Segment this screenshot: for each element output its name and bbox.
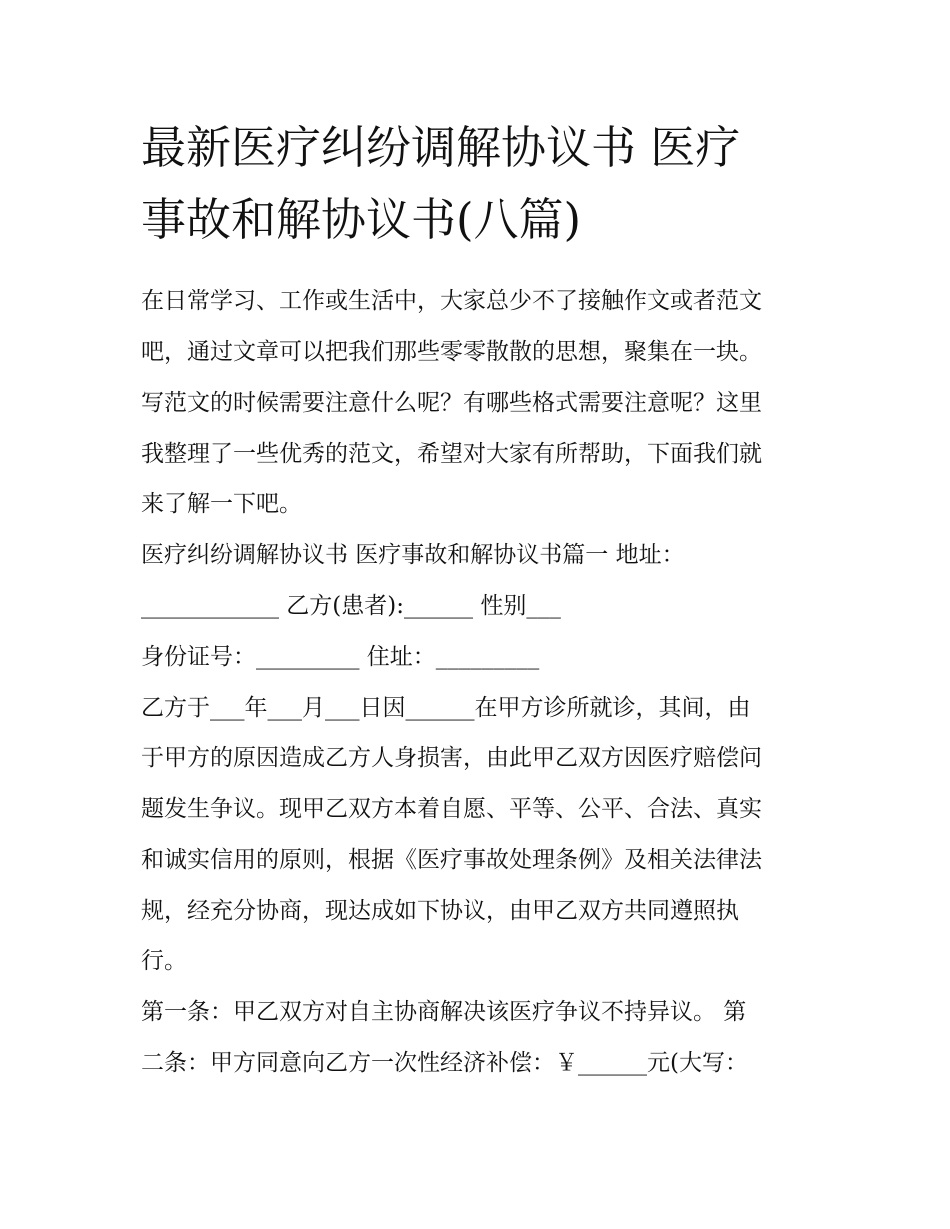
paragraph-line: 规，经充分协商，现达成如下协议，由甲乙双方共同遵照执 <box>141 898 739 924</box>
paragraph-line: 医疗纠纷调解协议书 医疗事故和解协议书篇一 地址： <box>141 542 685 568</box>
paragraph-line: 吧，通过文章可以把我们那些零零散散的思想，聚集在一块。 <box>141 339 762 365</box>
paragraph-line: 写范文的时候需要注意什么呢？有哪些格式需要注意呢？这里 <box>141 390 762 416</box>
paragraph-line: 来了解一下吧。 <box>141 491 302 517</box>
document-title <box>141 112 821 256</box>
paragraph-line: ____________ 乙方(患者):______ 性别___ <box>141 593 561 619</box>
paragraph-line: 二条：甲方同意向乙方一次性经济补偿：￥______元(大写： <box>141 1050 748 1076</box>
paragraph-line: 于甲方的原因造成乙方人身损害，由此甲乙双方因医疗赔偿问 <box>141 745 762 771</box>
paragraph-line: 行。 <box>141 948 187 974</box>
title-line-2: 事故和解协议书(八篇) <box>141 193 582 246</box>
paragraph-line: 在日常学习、工作或生活中，大家总少不了接触作文或者范文 <box>141 288 762 314</box>
title-line-1: 最新医疗纠纷调解协议书 医疗 <box>141 121 741 174</box>
paragraph-line: 乙方于___年___月___日因______在甲方诊所就诊，其间，由 <box>141 695 751 721</box>
paragraph-line: 和诚实信用的原则，根据《医疗事故处理条例》及相关法律法 <box>141 847 762 873</box>
paragraph-line: 题发生争议。现甲乙双方本着自愿、平等、公平、合法、真实 <box>141 796 762 822</box>
paragraph-line: 身份证号：_________ 住址：_________ <box>141 644 540 670</box>
paragraph-line: 我整理了一些优秀的范文，希望对大家有所帮助，下面我们就 <box>141 441 762 467</box>
paragraph-line: 第一条：甲乙双方对自主协商解决该医疗争议不持异议。 第 <box>141 999 747 1025</box>
